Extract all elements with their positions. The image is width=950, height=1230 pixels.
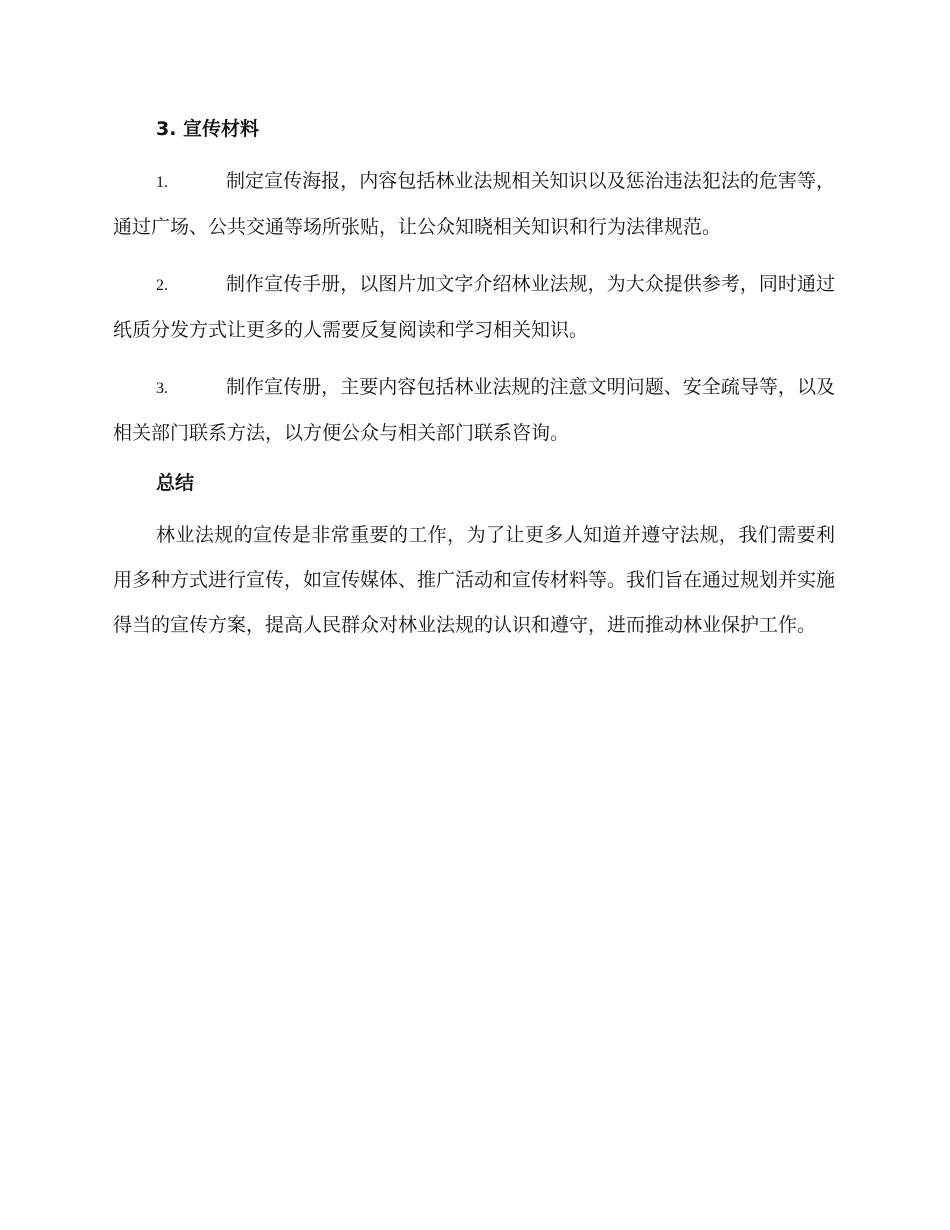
- list-item: [113, 262, 835, 353]
- list-number: 2.: [156, 277, 168, 294]
- summary-heading: 总结: [156, 472, 195, 494]
- list-number: 3.: [156, 380, 168, 397]
- document-page: [113, 114, 835, 648]
- list-item-text: 制作宣传册，主要内容包括林业法规的注意文明问题、安全疏导等，以及相关部门联系方法，以方便公众与相关部门联系咨询。: [113, 376, 835, 444]
- list-item: [113, 159, 835, 250]
- list-item-text: 制作宣传手册，以图片加文字介绍林业法规，为大众提供参考，同时通过纸质分发方式让更多的人需要反复阅读和学习相关知识。: [113, 273, 835, 341]
- list-number: 1.: [156, 174, 168, 191]
- summary-paragraph: 林业法规的宣传是非常重要的工作，为了让更多人知道并遵守法规，我们需要利用多种方式进行宣传，如宣传媒体、推广活动和宣传材料等。我们旨在通过规划并实施得当的宣传方案，提高人民群众对林业法规的认识和遵守，进而推动林业保护工作。: [113, 524, 836, 636]
- section-heading-materials: 3. 宣传材料: [156, 118, 260, 140]
- list-item: [113, 365, 835, 456]
- list-item-text: 制定宣传海报，内容包括林业法规相关知识以及惩治违法犯法的危害等，通过广场、公共交通等场所张贴，让公众知晓相关知识和行为法律规范。: [113, 170, 835, 238]
